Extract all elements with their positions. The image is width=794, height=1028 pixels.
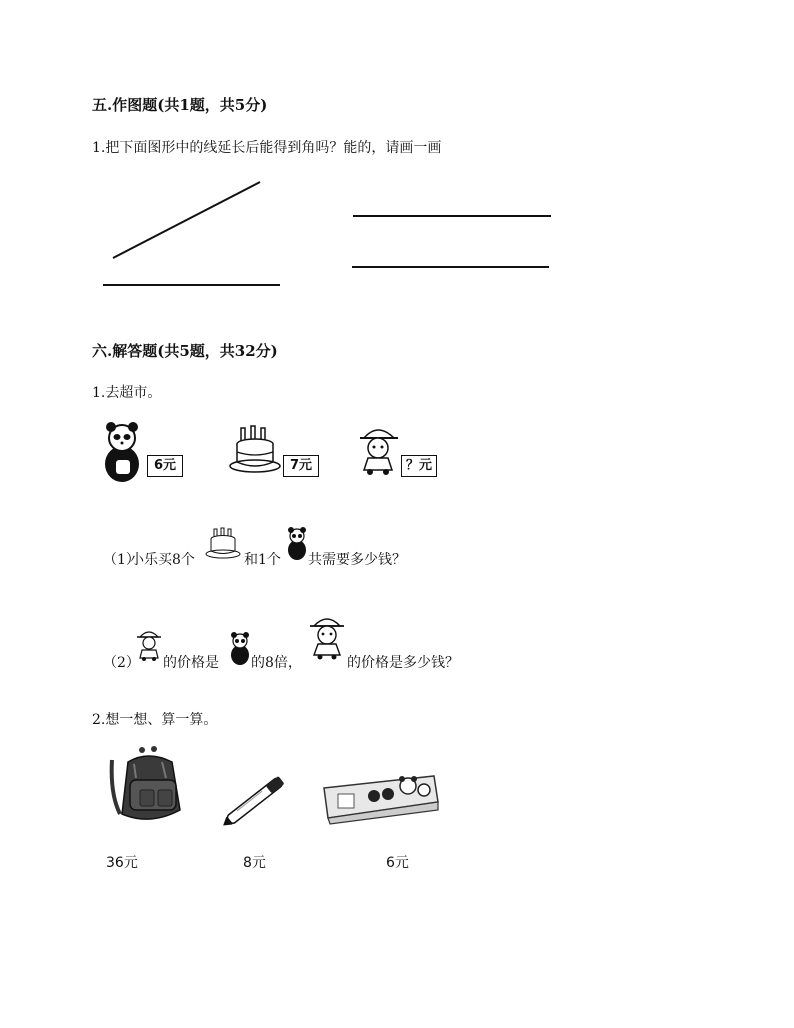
section6-q2-title: 2.想一想、算一算。 <box>92 712 218 728</box>
cake-icon <box>229 424 283 474</box>
pen-icon <box>220 770 294 828</box>
panda-icon <box>286 527 308 561</box>
doll-icon <box>309 614 345 660</box>
sub1-text-c: 共需要多少钱？ <box>308 552 406 568</box>
section5-q1-text: 1.把下面图形中的线延长后能得到角吗？能的，请画一画 <box>92 140 442 156</box>
doll-icon <box>136 628 162 662</box>
section5-heading: 五.作图题(共1题，共5分) <box>92 96 268 114</box>
backpack-price: 36元 <box>106 855 138 871</box>
doll-icon <box>358 424 400 476</box>
sub1-text-a: 小乐买8个 <box>130 552 195 568</box>
sub1-number: （1） <box>103 552 140 568</box>
sub1-text-b: 和1个 <box>244 552 281 568</box>
section6-heading: 六.解答题(共5题，共32分) <box>92 342 278 360</box>
doll-price-tag: ？元 <box>401 455 437 477</box>
sub2-text-a: 的价格是 <box>163 655 219 671</box>
cake-icon <box>205 527 241 559</box>
sub2-number: （2） <box>103 655 140 671</box>
sub2-text-c: 的价格是多少钱？ <box>347 655 459 671</box>
geometry-figures <box>0 0 794 320</box>
panda-icon <box>102 422 144 484</box>
figure-slanted-line <box>113 182 260 258</box>
backpack-icon <box>106 744 192 830</box>
sub2-text-b: 的8倍， <box>251 655 302 671</box>
pen-price: 8元 <box>243 855 266 871</box>
pencil-case-icon <box>318 766 442 828</box>
pencil-case-price: 6元 <box>386 855 409 871</box>
panda-icon <box>229 632 251 666</box>
cake-price-tag: 7元 <box>283 455 319 477</box>
panda-price-tag: 6元 <box>147 455 183 477</box>
section6-q1-title: 1.去超市。 <box>92 385 162 401</box>
